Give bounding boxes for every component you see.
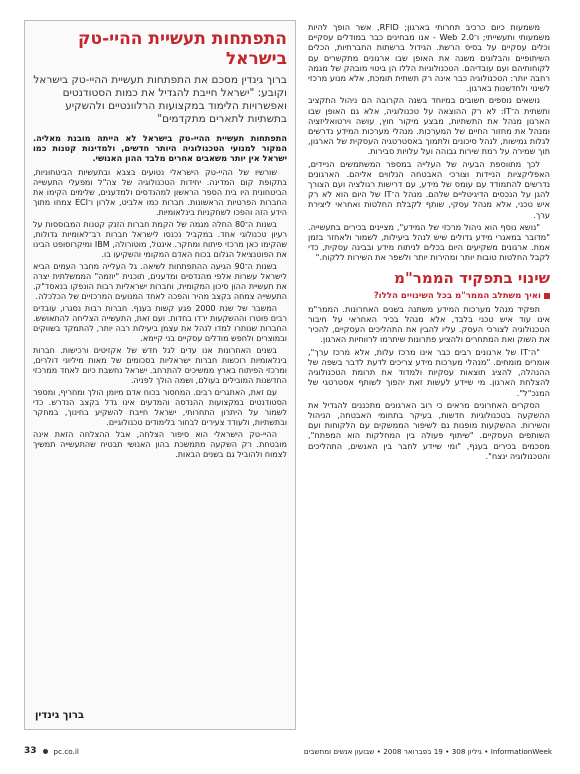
page-footer	[24, 744, 552, 758]
box-subtitle: ברוך גינדין מסכם את התפתחות תעשיית ההיי-טק בישראל וקובע: "ישראל חייבת להגדיל את כמות הסטודנטים ואפשרויות הלימוד במקצועות הרלוונטיים ולהשקיע בתשתיות לתארים מתקדמים"	[33, 74, 287, 125]
box-paragraph: ההיי-טק הישראלי הוא סיפור הצלחה, אבל ההצלחה הזאת אינה מובטחת. רק השקעה מתמשכת בהון האנושי תבטיח שהתעשייה תמשיך לצמוח ולהוביל גם בשנים הבאות.	[33, 429, 287, 459]
article-paragraph: נושאים נוספים חשובים במיוחד בשנה הקרובה הם ניהול התקציב ותשתית ה־IT: לא רק ההוצאה על טכנולוגיה, אלא גם האופן שבו הארגון מנהל את התשתיות, מבצע מיקור חוץ, עושה וירטואליזציה ומנהל את מחזור החיים של המערכות. מנהלי מערכות המידע נדרשים לגלות גמישות, לנהל סיכונים ולתמוך באסטרטגיה העסקית של הארגון, תוך שמירה על רמת שירות גבוהה ועל עלויות סבירות.	[308, 95, 550, 157]
box-lead: התפתחות תעשיית ההיי-טק בישראל לא הייתה מובנת מאליה. המקור למנועי הטכנולוגיה היותר חדשים, ולמדינות קטנות כמו ישראל אין יותר משאבים אחרים מלבד ההון האנושי.	[33, 133, 287, 164]
section-heading: שינוי בתפקיד הממר"מ	[394, 268, 550, 287]
box-body	[33, 168, 287, 460]
box-paragraph: עם זאת, האתגרים רבים. המחסור בכוח אדם מיומן הולך ומחריף, ומספר הסטודנטים במקצועות ההנדסה והמדעים אינו גדל בקצב הנדרש. כדי לשמור על היתרון התחרותי, ישראל חייבת להשקיע בחינוך, במחקר ובתשתיות, ולעודד צעירים לבחור בלימודים טכנולוגיים.	[33, 387, 287, 427]
right-article	[308, 22, 550, 463]
sub-heading-text: ואיך משתלב הממר"מ בכל השינויים הללו?	[373, 290, 541, 301]
section-paragraph: הסקרים האחרונים מראים כי רוב הארגונים מתכננים להגדיל את ההשקעה בטכנולוגיות חדשות, בעיקר בתחומי האבטחה, הניהול והשירות. ההשקעות מופנות גם לשיפור הממשקים עם הלקוחות ועם השותפים העסקיים. "שיתוף פעולה בין המחלקות הוא המפתח", מסכמים בכירים בענף, "ומי שיידע לחבר בין האנשים, התהליכים והטכנולוגיה ינצח".	[308, 399, 550, 461]
sidebar-box-article	[24, 20, 296, 730]
section-paragraph: תפקיד מנהל מערכות המידע משתנה בשנים האחרונות. הממר"מ אינו עוד איש טכני בלבד, אלא מנהל בכיר האחראי על חיבור הטכנולוגיה לצורכי העסק. עליו להבין את התהליכים העסקיים, להכיר את השוק ואת המתחרים ולהציע פתרונות שיתרמו לרווחיות הארגון.	[308, 303, 550, 345]
article-paragraph: לכך מתווספת הבעיה של העלייה במספר המשתמשים הניידים, האפליקציות הניידות וצורכי האבטחה הנלווים אליהם. הארגונים נדרשים להתמודד עם עומס של מידע, עם דרישות רגולציה ועם הצורך להגן על הנכסים הדיגיטליים שלהם. מנהל ה־IT של היום הוא לא רק איש טכני, אלא מנהל עסקי, שותף לקבלת החלטות ואחראי ליצירת ערך.	[308, 158, 551, 220]
page-number: 33	[24, 746, 37, 756]
footer-text: InformationWeek • גיליון 308 • 19 בפברואר 2008 • שבועון אנשים ומחשבים	[303, 746, 552, 756]
section-paragraph: "ה־IT של ארגונים רבים כבר אינו מרכז עלות, אלא מרכז ערך", אומרים מומחים. "מנהלי מערכות מידע צריכים לדעת לדבר בשפה של ההנהלה, להציג תוצאות עסקיות ולמדוד את תרומת הטכנולוגיה להצלחת הארגון. מי שיידע לעשות זאת יהפוך לשותף אסטרטגי של המנכ"ל".	[308, 346, 550, 398]
article-paragraph: "נושא נוסף הוא ניהול מרכזי של המידע", מציינים בכירים בתעשייה. "מדובר במאגרי מידע גדולים שיש לנהל ביעילות, לשמור ולאחזר בזמן אמת. ארגונים משקיעים היום בכלים לניתוח מידע ובבינה עסקית, כדי לקבל החלטות טובות יותר ומהירות יותר ולשפר את השירות ללקוח."	[308, 221, 550, 263]
box-paragraph: בשנות ה־80 החלה מגמה של הקמת חברות הזנק קטנות המבוססות על רעיון טכנולוגי אחד. במקביל נכנסו לישראל חברות רב־לאומיות גדולות, שהקימו כאן מרכזי פיתוח ומחקר. אינטל, מוטורולה, IBM ומיקרוסופט הבינו את הפוטנציאל הגלום בכוח האדם המקומי והשקיעו בו.	[33, 219, 288, 259]
footer-site: pc.co.il	[53, 746, 79, 756]
article-paragraph: משמעות כיום כרכיב תחרותי בארגון; RFID, אשר הופך להיות משמעותי ותעשייתי; ו־2.0 Web - אנו מבחינים כבר במודלים עסקיים וכלים עסקיים על בסיס הרשת. הגידול ברשתות החברתיות, הכלים השיתופיים והבלוגים משנה את האופן שבו ארגונים מתקשרים עם לקוחותיהם ועם עובדיהם. הטכנולוגיות הללו הן ביטוי מובהק של מגמה רחבה יותר: הטכנולוגיה כבר אינה רק תשתית תומכת, אלא מנוע מרכזי לשינוי ולחדשנות בארגון.	[308, 22, 551, 94]
square-bullet-icon	[544, 293, 550, 299]
sub-heading	[308, 291, 550, 301]
box-paragraph: שורשיו של ההיי-טק הישראלי נטועים בצבא ובתעשיות הביטחוניות, בתקופת קום המדינה. יחידות הטכנולוגיה של צה"ל ומפעלי התעשייה הביטחונית היו בית הספר הראשון למהנדסים ולמדענים, שלימים הקימו את החברות הפרטיות הראשונות. חברות כמו אלביט, אלרון ו־ECI צמחו מתוך הידע הזה והפכו לשחקניות בינלאומיות.	[33, 167, 287, 217]
bullet-icon	[43, 749, 48, 754]
box-paragraph: בשנים האחרונות אנו עדים לגל חדש של אקזיטים ורכישות. חברות בינלאומיות רוכשות חברות ישראליות בסכומים של מאות מיליוני דולרים, ומרכזי הפיתוח בארץ ממשיכים להתרחב. ישראל נחשבת כיום לאחד ממרכזי החדשנות המובילים בעולם, ושמה הולך לפניה.	[33, 345, 287, 385]
box-title: התפתחות תעשיית ההיי-טק בישראל	[78, 29, 287, 69]
box-paragraph: המשבר של שנת 2000 פגע קשות בענף. חברות רבות נסגרו, עובדים רבים פוטרו וההשקעות ירדו בחדות. ועם זאת, התעשייה הצליחה להתאושש. החברות שנותרו למדו לנהל את עצמן ביעילות רבה יותר, להתמקד בשווקים ובמוצרים ולחפש מודלים עסקיים בני קיימא.	[33, 303, 287, 343]
box-author: ברוך גינדין	[35, 710, 85, 721]
box-paragraph: בשנות ה־90 הגיעה ההתפתחות לשיאה. גל העלייה מחבר העמים הביא לישראל עשרות אלפי מהנדסים ומדענים, תוכנית "יוזמה" הממשלתית יצרה את תעשיית ההון סיכון המקומית, וחברות ישראליות רבות הונפקו בנאסד"ק. התעשייה צמחה בקצב מהיר והפכה לאחד המנועים המרכזיים של הכלכלה.	[33, 261, 287, 301]
